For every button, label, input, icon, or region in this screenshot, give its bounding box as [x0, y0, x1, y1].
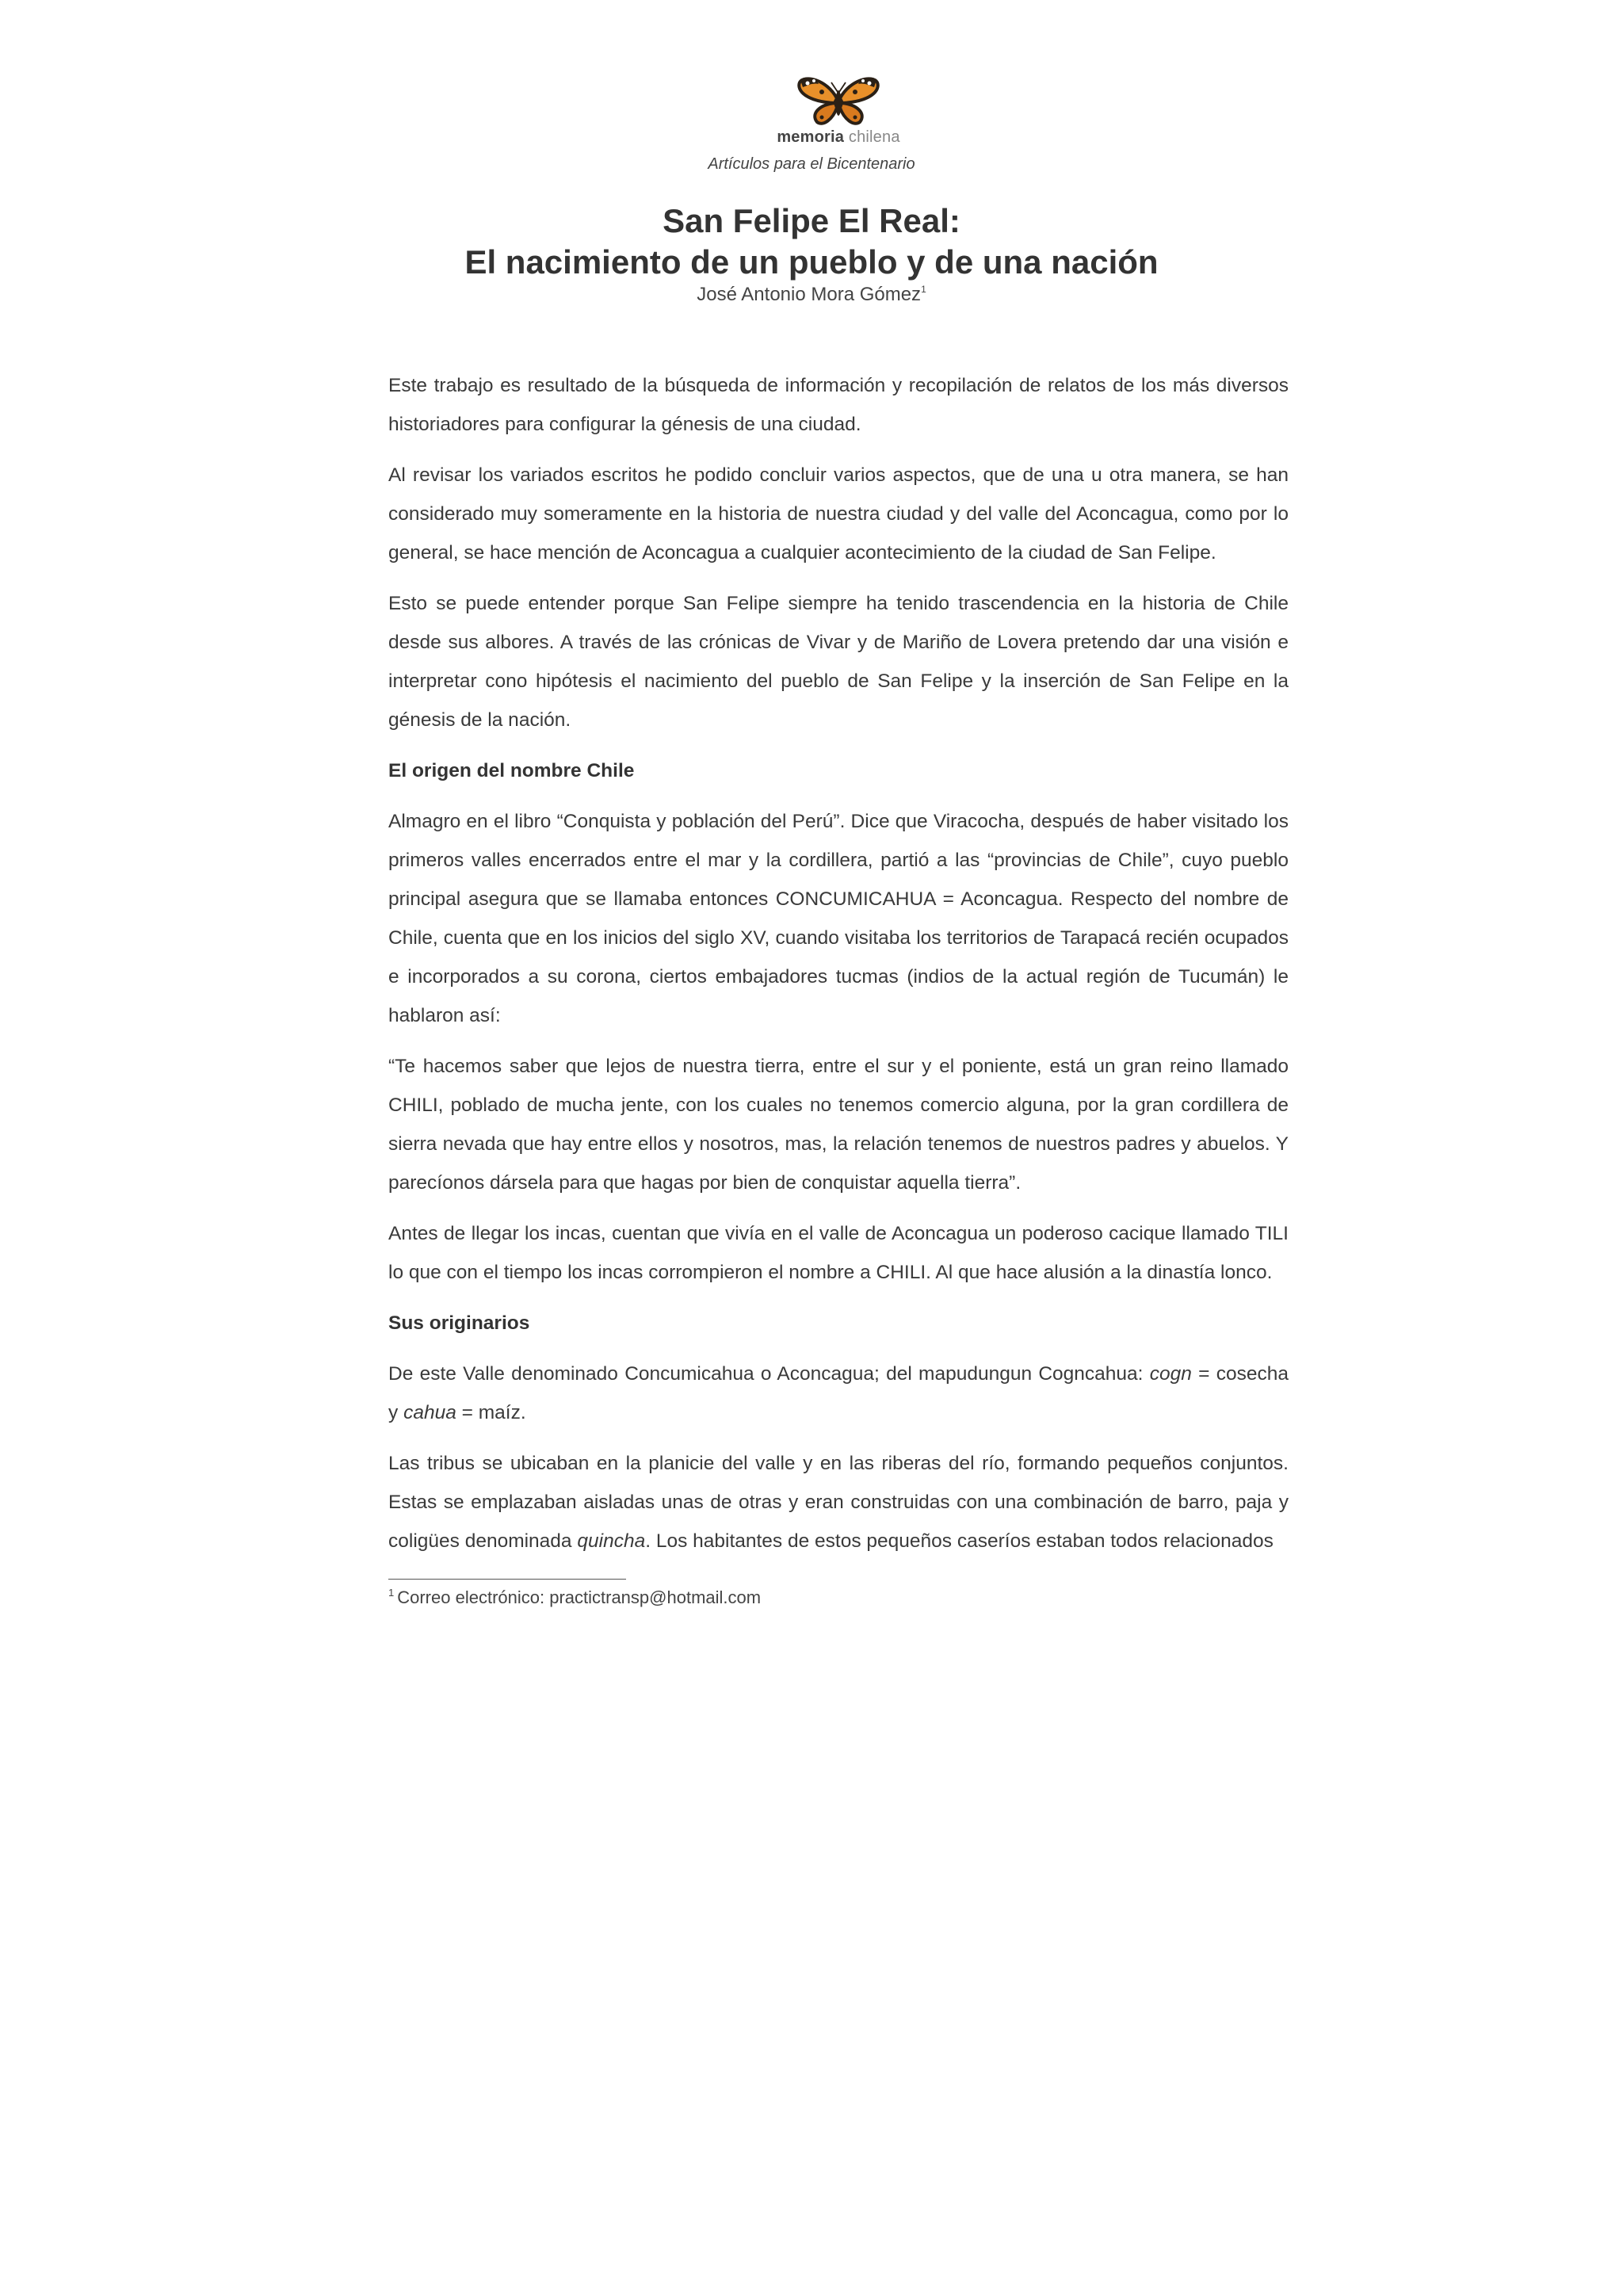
footnote — [388, 1587, 761, 1608]
text-run: = maíz. — [456, 1402, 526, 1423]
text-run: . Los habitantes de estos pequeños caseríos estaban todos relacionados — [645, 1530, 1274, 1552]
author-footnote-mark: 1 — [921, 284, 926, 295]
text-run: Las tribus se ubicaban en la planicie del valle y en las riberas del río, formando pequeños conjuntos. Estas se emplazaban aisladas unas de otras y eran construidas con una combinación de barro, paja y coligües denominada — [388, 1453, 1289, 1552]
section-heading-originarios: Sus originarios — [388, 1312, 530, 1334]
paragraph: Este trabajo es resultado de la búsqueda de información y recopilación de relatos de los más diversos historiadores para configurar la génesis de una ciudad. — [388, 375, 1289, 435]
italic-term: cogn — [1149, 1363, 1192, 1385]
paragraph — [388, 1444, 1289, 1561]
article-title-line2: El nacimiento de un pueblo y de una nación — [464, 243, 1159, 281]
article-title-line1: San Felipe El Real: — [663, 202, 960, 239]
paragraph: Almagro en el libro “Conquista y población del Perú”. Dice que Viracocha, después de haber visitado los primeros valles encerrados entre el mar y la cordillera, partió a las “provincias de Chile”, cuyo pueblo principal asegura que se llamaba entonces CONCUMICAHUA = Aconcagua. Respecto del nombre de Chile, cuenta que en los inicios del siglo XV, cuando visitaba los territorios de Tarapacá recién ocupados e incorporados a su corona, ciertos embajadores tucmas (indios de la actual región de Tucumán) le hablaron así: — [388, 811, 1289, 1026]
brand-name — [775, 128, 902, 147]
paragraph: Esto se puede entender porque San Felipe siempre ha tenido trascendencia en la historia de Chile desde sus albores. A través de las crónicas de Vivar y de Mariño de Lovera pretendo dar una visión e interpretar cono hipótesis el nacimiento del pueblo de San Felipe y la inserción de San Felipe en la génesis de la nación. — [388, 593, 1289, 731]
memoria-chilena-logo — [775, 74, 902, 147]
text-run: = cosecha y — [388, 1363, 1289, 1423]
author-name: José Antonio Mora Gómez — [697, 284, 922, 305]
footnote-divider — [388, 1579, 626, 1580]
text-run: De este Valle denominado Concumicahua o Aconcagua; del mapudungun Cogncahua: — [388, 1363, 1150, 1385]
brand-name-bold: memoria — [777, 128, 845, 146]
butterfly-icon — [795, 74, 882, 127]
footnote-mark: 1 — [388, 1587, 395, 1599]
italic-term: cahua — [403, 1402, 456, 1423]
paragraph — [388, 1354, 1289, 1432]
paragraph: Antes de llegar los incas, cuentan que vivía en el valle de Aconcagua un poderoso cacique llamado TILI lo que con el tiempo los incas corrompieron el nombre a CHILI. Al que hace alusión a la dinastía lonco. — [388, 1223, 1289, 1283]
series-label: Artículos para el Bicentenario — [708, 155, 915, 173]
article-body — [388, 366, 1289, 1572]
footnote-text: Correo electrónico: practictransp@hotmail.com — [397, 1587, 762, 1607]
quote-paragraph: “Te hacemos saber que lejos de nuestra tierra, entre el sur y el poniente, está un gran reino llamado CHILI, poblado de mucha jente, con los cuales no tenemos comercio alguna, por la gran cordillera de sierra nevada que hay entre ellos y nosotros, mas, la relación tenemos de nuestros padres y abuelos. Y parecíonos dársela para que hagas por bien de conquistar aquella tierra”. — [388, 1056, 1289, 1194]
italic-term: quincha — [577, 1530, 646, 1552]
article-author — [0, 284, 1623, 306]
paragraph: Al revisar los variados escritos he podido concluir varios aspectos, que de una u otra manera, se han considerado muy someramente en la historia de nuestra ciudad y del valle del Aconcagua, como por lo general, se hace mención de Aconcagua a cualquier acontecimiento de la ciudad de San Felipe. — [388, 464, 1289, 563]
section-heading-origin: El origen del nombre Chile — [388, 760, 635, 781]
brand-name-light: chilena — [848, 128, 900, 146]
